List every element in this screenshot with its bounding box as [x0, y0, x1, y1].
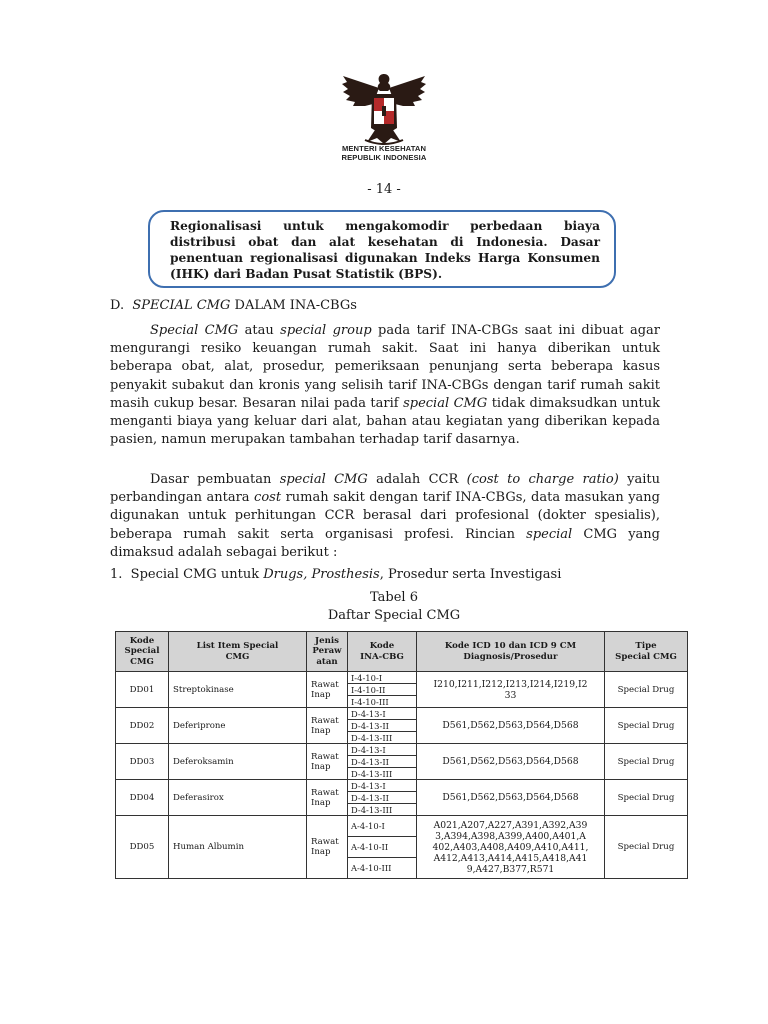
cell-line: List Item Special	[196, 641, 279, 651]
cell-line: Peraw	[312, 646, 342, 657]
cell-cbg: D-4-13-III	[348, 804, 417, 816]
cell-cbg: D-4-13-III	[348, 732, 417, 744]
section-heading	[110, 298, 357, 313]
cell-line: Kode	[369, 641, 395, 651]
p2-term: special CMG	[279, 472, 368, 487]
p1-text: pada tarif INA-CBGs saat ini dibuat agar mengurangi resiko keuangan rumah sakit. Saat ini hanya diberikan untuk beberapa obat, alat, prosedur, pemeriksaan penunjang serta beberapa kasus penyakit subakut dan kronis yang selisih tarif INA-CBGs dengan tarif rumah sakit masih cukup besar. Besaran nilai pada tarif	[110, 323, 660, 411]
p2-text: adalah CCR	[367, 472, 467, 487]
p1-text: atau	[238, 323, 281, 338]
cell-cbg: I-4-10-I	[348, 672, 417, 684]
cell-item: Streptokinase	[169, 672, 307, 708]
ministry-line2: REPUBLIK INDONESIA	[341, 153, 427, 162]
cell-cbg: D-4-13-I	[348, 780, 417, 792]
ministry-line1: MENTERI KESEHATAN	[341, 144, 427, 153]
cell-code: DD02	[116, 708, 169, 744]
cell-line: Diagnosis/Prosedur	[463, 651, 558, 662]
cell-icd: D561,D562,D563,D564,D568	[417, 780, 605, 816]
cell-icd	[417, 816, 605, 879]
header-jenis-perawatan	[307, 632, 348, 672]
cell-line: I210,I211,I212,I213,I214,I219,I2	[433, 678, 588, 690]
table-title: Daftar Special CMG	[327, 608, 461, 623]
cell-line: Inap	[311, 797, 331, 808]
cell-cbg: D-4-13-II	[348, 792, 417, 804]
p1-term: special group	[280, 323, 372, 338]
cell-line: Rawat	[311, 715, 339, 726]
cell-line: CMG	[130, 656, 154, 667]
cell-line: Special CMG	[615, 651, 677, 662]
cell-line: Special	[124, 646, 160, 657]
p2-text: rumah sakit dengan tarif INA-CBGs, data masukan yang digunakan untuk perhitungan CCR berasal dari profesional (dokter spesialis), beberapa rumah sakit serta organisasi profesi. Rincian	[110, 490, 660, 542]
cell-care	[307, 672, 348, 708]
cell-line: 33	[504, 689, 517, 701]
section-letter: D.	[110, 298, 125, 313]
list-item-term: Drugs, Prosthesis	[263, 567, 380, 582]
cell-line: Rawat	[311, 679, 339, 690]
p2-term: cost	[254, 490, 282, 506]
table-row	[116, 816, 688, 837]
cell-cbg: A-4-10-II	[348, 837, 417, 858]
cell-line: 402,A403,A408,A409,A410,A411,	[432, 841, 589, 853]
table-row	[116, 744, 688, 756]
paragraph-ccr	[110, 471, 660, 562]
table-row	[116, 708, 688, 720]
list-item-text: Special CMG untuk	[130, 567, 264, 582]
p2-text: yaitu perbandingan antara	[110, 472, 661, 506]
cell-line: Rawat	[311, 837, 339, 847]
cell-cbg: I-4-10-II	[348, 684, 417, 696]
cell-line: Inap	[311, 847, 331, 857]
ministry-label	[300, 144, 468, 162]
cell-cbg: D-4-13-I	[348, 708, 417, 720]
p2-text: CMG yang dimaksud adalah sebagai berikut :	[110, 526, 660, 560]
p2-text: Dasar pembuatan	[150, 472, 280, 487]
cell-icd: D561,D562,D563,D564,D568	[417, 708, 605, 744]
cell-line: 3,A394,A398,A399,A400,A401,A	[435, 830, 586, 842]
cell-line: A412,A413,A414,A415,A418,A41	[433, 852, 588, 864]
cell-item: Human Albumin	[169, 816, 307, 879]
cell-line: Inap	[311, 761, 331, 772]
cell-item: Deferasirox	[169, 780, 307, 816]
list-item	[110, 567, 561, 582]
cell-line: Kode	[129, 635, 155, 646]
table-row	[116, 672, 688, 684]
table-number: Tabel 6	[370, 590, 418, 605]
table-row	[116, 780, 688, 792]
note-box	[148, 210, 616, 288]
section-title-rest: DALAM INA-CBGs	[230, 298, 357, 313]
p1-term: special CMG	[403, 395, 488, 411]
cell-line: A021,A207,A227,A391,A392,A39	[433, 819, 588, 831]
cell-code: DD03	[116, 744, 169, 780]
special-cmg-table	[115, 631, 688, 879]
cell-code: DD04	[116, 780, 169, 816]
cell-code: DD05	[116, 816, 169, 879]
cell-line: CMG	[225, 651, 250, 662]
cell-type: Special Drug	[605, 816, 688, 879]
header-tipe	[605, 632, 688, 672]
cell-item: Deferiprone	[169, 708, 307, 744]
cell-care	[307, 744, 348, 780]
section-title-italic: SPECIAL CMG	[132, 298, 231, 313]
cell-cbg: A-4-10-III	[348, 858, 417, 879]
cell-care	[307, 780, 348, 816]
table-header-row	[116, 632, 688, 672]
cell-line: Rawat	[311, 787, 339, 798]
cell-icd: D561,D562,D563,D564,D568	[417, 744, 605, 780]
cell-cbg: D-4-13-I	[348, 744, 417, 756]
paragraph-special-cmg	[110, 322, 660, 449]
cell-type: Special Drug	[605, 780, 688, 816]
header-kode-ina-cbg	[348, 632, 417, 672]
cell-line: Jenis	[315, 635, 339, 646]
note-text: Regionalisasi untuk mengakomodir perbedaan biaya distribusi obat dan alat kesehatan di Indonesia. Dasar penentuan regionalisasi digunakan Indeks Harga Konsumen (IHK) dari Badan Pusat Statistik (BPS).	[170, 219, 600, 281]
cell-cbg: D-4-13-II	[348, 720, 417, 732]
cell-line: atan	[316, 656, 338, 667]
cell-icd	[417, 672, 605, 708]
header-list-item	[169, 632, 307, 672]
cell-line: INA-CBG	[360, 651, 404, 662]
cell-line: Kode ICD 10 dan ICD 9 CM	[444, 641, 577, 651]
cell-cbg: D-4-13-III	[348, 768, 417, 780]
header-kode-special-cmg	[116, 632, 169, 672]
header-kode-icd	[417, 632, 605, 672]
cell-type: Special Drug	[605, 708, 688, 744]
cell-cbg: I-4-10-III	[348, 696, 417, 708]
page-number: - 14 -	[367, 182, 401, 197]
cell-care	[307, 708, 348, 744]
cell-line: Rawat	[311, 751, 339, 762]
p2-term: (cost to charge ratio)	[466, 472, 619, 487]
garuda-pancasila-emblem-icon	[339, 70, 429, 146]
cell-line: 9,A427,B377,R571	[466, 863, 555, 875]
cell-code: DD01	[116, 672, 169, 708]
cell-line: Inap	[311, 689, 331, 700]
list-item-text: , Prosedur serta Investigasi	[379, 567, 562, 582]
cell-care	[307, 816, 348, 879]
cell-type: Special Drug	[605, 672, 688, 708]
cell-line: Tipe	[635, 641, 657, 651]
cell-item: Deferoksamin	[169, 744, 307, 780]
cell-cbg: D-4-13-II	[348, 756, 417, 768]
cell-cbg: A-4-10-I	[348, 816, 417, 837]
cell-type: Special Drug	[605, 744, 688, 780]
p1-term: Special CMG	[150, 323, 239, 338]
p2-term: special	[526, 526, 573, 542]
p1-text: tidak dimaksudkan untuk menganti biaya yang keluar dari alat, bahan atau kegiatan yang diberikan kepada pasien, namun merupakan tambahan terhadap tarif dasarnya.	[110, 395, 661, 448]
list-item-number: 1.	[110, 567, 123, 582]
cell-line: Inap	[311, 725, 331, 736]
